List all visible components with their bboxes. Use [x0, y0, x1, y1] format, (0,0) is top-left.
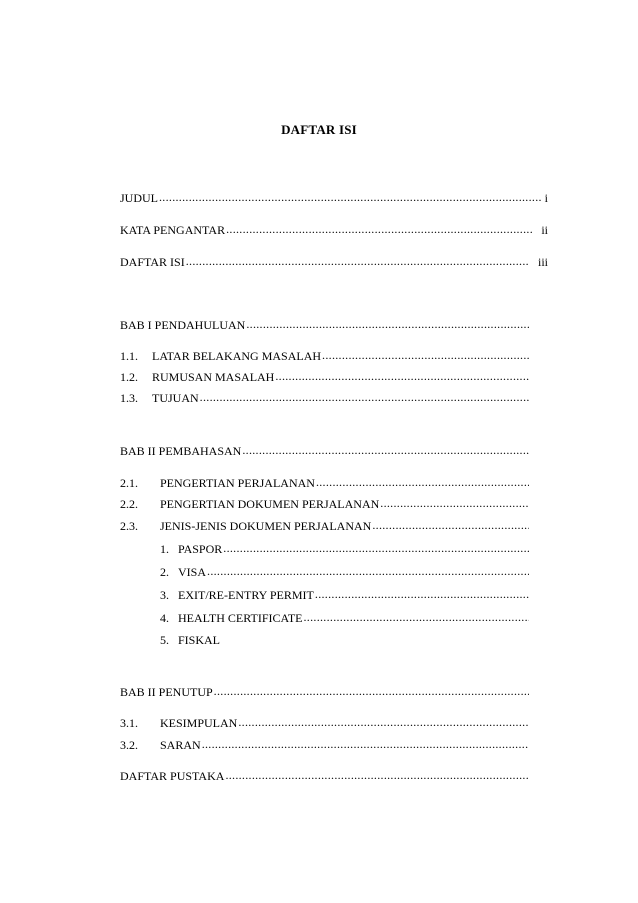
toc-section-entry — [120, 737, 530, 752]
toc-section-entry — [120, 390, 530, 405]
toc-entry-kata-pengantar — [120, 222, 548, 237]
toc-section-entry — [120, 348, 530, 363]
toc-leader-dots — [380, 496, 529, 508]
toc-label: VISA — [178, 565, 207, 579]
toc-leader-dots — [242, 443, 529, 455]
page-title: DAFTAR ISI — [281, 122, 357, 137]
toc-page-number: i — [544, 191, 548, 205]
toc-entry-judul — [120, 190, 548, 205]
toc-entry-daftar-isi — [120, 254, 548, 269]
toc-section-entry — [120, 475, 530, 490]
toc-leader-dots — [186, 254, 529, 266]
toc-leader-dots — [226, 222, 532, 234]
toc-label: LATAR BELAKANG MASALAH — [152, 349, 322, 363]
toc-leader-dots — [275, 369, 529, 381]
toc-label: SARAN — [160, 738, 201, 752]
toc-chapter-heading — [120, 684, 530, 699]
subitem-number: 5. — [160, 633, 169, 647]
toc-leader-dots — [315, 587, 529, 599]
toc-leader-dots — [223, 541, 529, 553]
toc-label: DAFTAR PUSTAKA — [120, 769, 225, 783]
toc-leader-dots — [202, 737, 529, 749]
section-number: 1.2. — [120, 370, 138, 384]
section-number: 2.2. — [120, 497, 138, 511]
toc-subitem-entry — [160, 633, 220, 647]
toc-section-entry — [120, 496, 530, 511]
toc-label: BAB II PEMBAHASAN — [120, 444, 242, 458]
toc-label: KATA PENGANTAR — [120, 223, 226, 237]
toc-subitem-entry — [160, 587, 530, 602]
toc-label: BAB I PENDAHULUAN — [120, 318, 246, 332]
toc-label: HEALTH CERTIFICATE — [178, 611, 303, 625]
toc-leader-dots — [159, 190, 541, 202]
toc-chapter-heading — [120, 443, 530, 458]
subitem-number: 2. — [160, 565, 169, 579]
toc-label: PENGERTIAN DOKUMEN PERJALANAN — [160, 497, 380, 511]
toc-label: JUDUL — [120, 191, 158, 205]
toc-label: BAB II PENUTUP — [120, 685, 213, 699]
toc-page-number: ii — [541, 223, 548, 237]
toc-leader-dots — [225, 768, 529, 780]
toc-label: FISKAL — [178, 633, 221, 647]
section-number: 1.1. — [120, 349, 138, 363]
toc-leader-dots — [372, 518, 529, 530]
subitem-number: 4. — [160, 611, 169, 625]
section-number: 3.1. — [120, 716, 138, 730]
toc-leader-dots — [207, 564, 529, 576]
toc-subitem-entry — [160, 541, 530, 556]
toc-label: RUMUSAN MASALAH — [152, 370, 275, 384]
toc-leader-dots — [316, 475, 529, 487]
toc-label: PENGERTIAN PERJALANAN — [160, 476, 315, 490]
toc-label: TUJUAN — [152, 391, 199, 405]
section-number: 2.1. — [120, 476, 138, 490]
section-number: 3.2. — [120, 738, 138, 752]
toc-leader-dots — [214, 684, 529, 696]
toc-label: PASPOR — [178, 542, 223, 556]
toc-label: JENIS-JENIS DOKUMEN PERJALANAN — [160, 519, 372, 533]
subitem-number: 3. — [160, 588, 169, 602]
toc-leader-dots — [238, 715, 529, 727]
toc-section-entry — [120, 518, 530, 533]
toc-page-number: iii — [537, 255, 548, 269]
toc-subitem-entry — [160, 564, 530, 579]
toc-leader-dots — [246, 317, 529, 329]
toc-label: KESIMPULAN — [160, 716, 238, 730]
subitem-number: 1. — [160, 542, 169, 556]
toc-leader-dots — [304, 610, 530, 622]
toc-leader-dots — [322, 348, 529, 360]
toc-leader-dots — [200, 390, 529, 402]
toc-section-entry — [120, 715, 530, 730]
toc-subitem-entry — [160, 610, 530, 625]
toc-chapter-heading — [120, 317, 530, 332]
toc-label: DAFTAR ISI — [120, 255, 185, 269]
toc-label: EXIT/RE-ENTRY PERMIT — [178, 588, 314, 602]
toc-section-entry — [120, 369, 530, 384]
section-number: 2.3. — [120, 519, 138, 533]
section-number: 1.3. — [120, 391, 138, 405]
toc-references-entry — [120, 768, 530, 783]
